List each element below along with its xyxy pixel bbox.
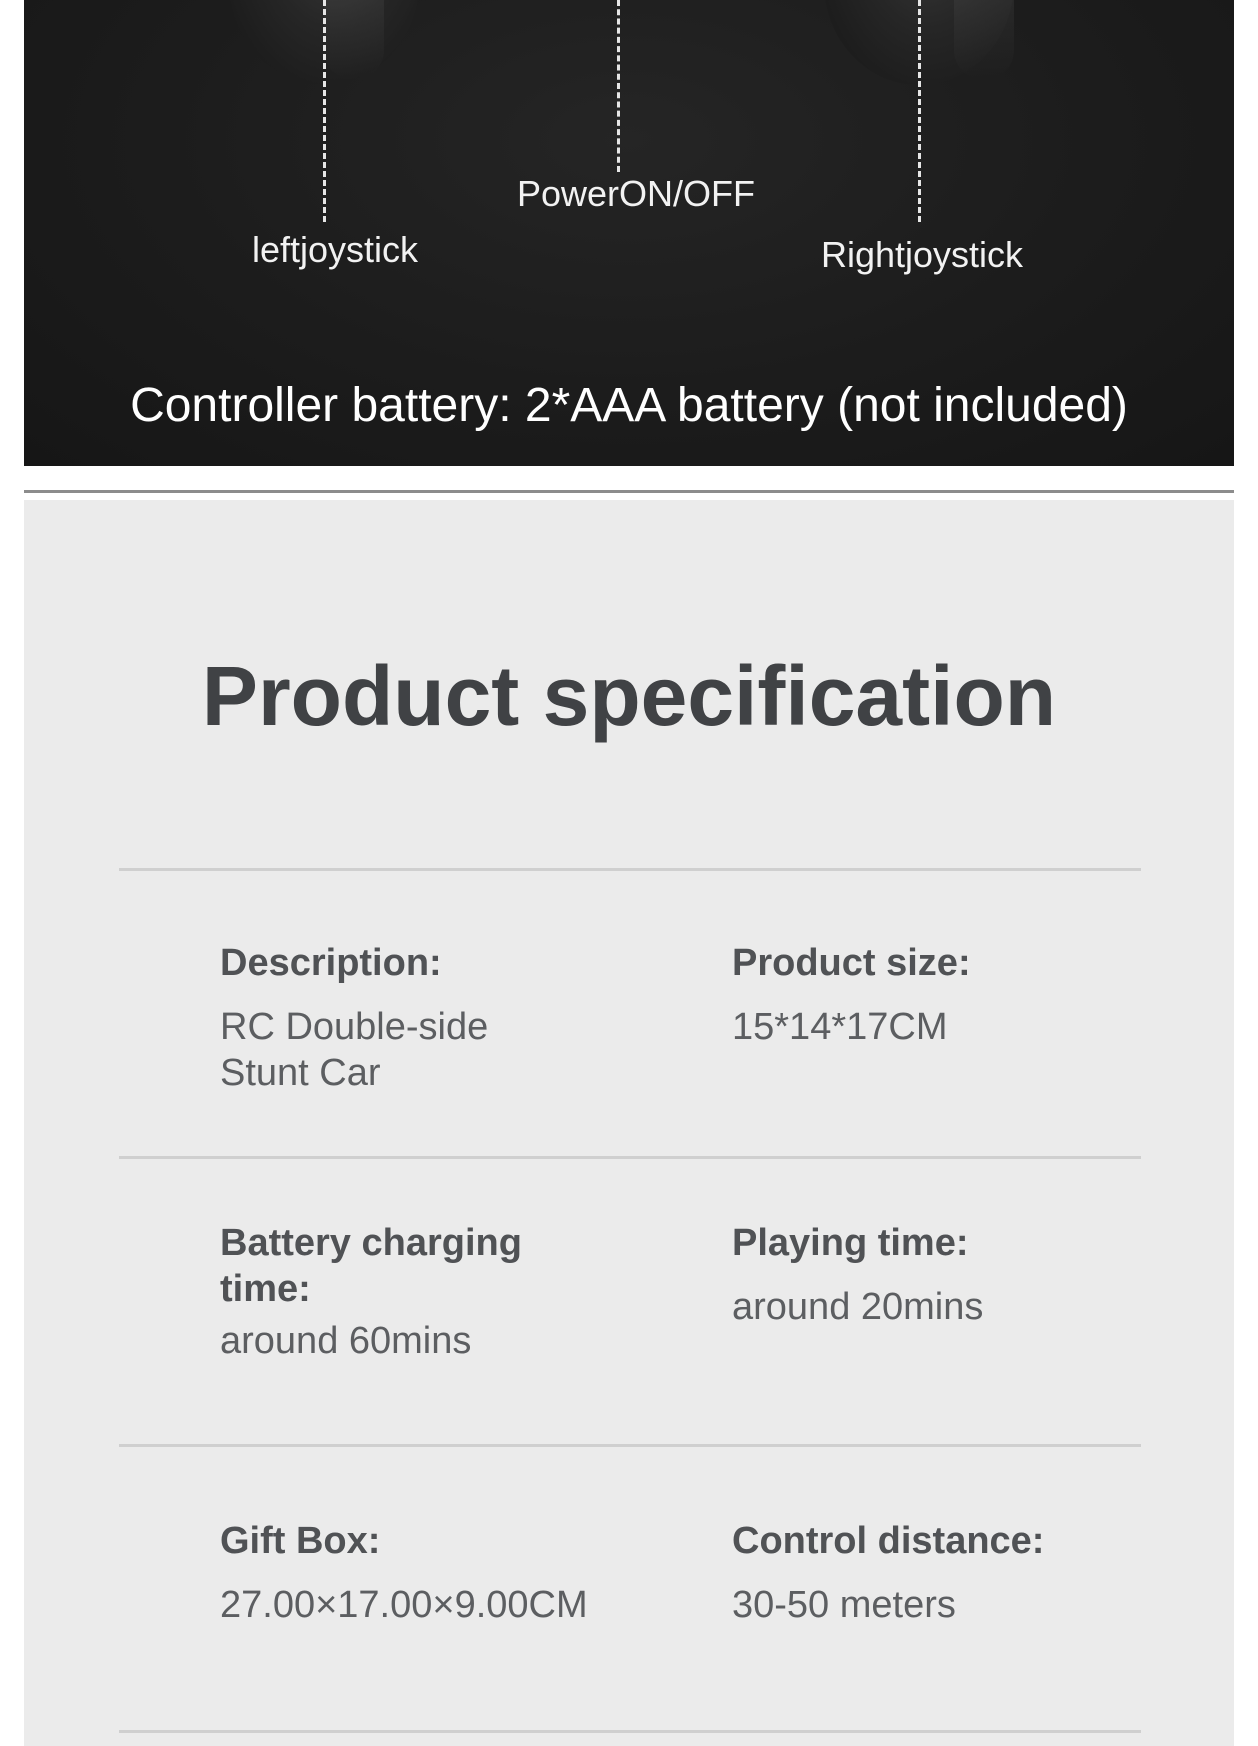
right-grip-highlight bbox=[954, 0, 1014, 80]
right-joystick-callout: Rightjoystick bbox=[820, 234, 1024, 275]
spec-label: Product size: bbox=[732, 942, 971, 984]
spec-title: Product specification bbox=[201, 649, 1057, 743]
spec-item-control-distance bbox=[732, 1518, 1152, 1628]
spec-value: around 60mins bbox=[220, 1320, 472, 1362]
product-specification-panel bbox=[24, 500, 1234, 1746]
controller-image-panel bbox=[24, 0, 1234, 466]
spec-label: Battery charging time: bbox=[220, 1222, 522, 1310]
spec-row-divider bbox=[119, 1156, 1141, 1159]
spec-value: RC Double-side Stunt Car bbox=[220, 1006, 489, 1094]
spec-item-gift-box bbox=[220, 1518, 640, 1628]
spec-item-battery-charging-time bbox=[220, 1220, 580, 1364]
spec-row-divider bbox=[119, 1730, 1141, 1733]
left-grip-highlight bbox=[324, 0, 384, 80]
spec-item-description bbox=[220, 940, 640, 1096]
spec-row-divider bbox=[119, 1444, 1141, 1447]
spec-item-product-size bbox=[732, 940, 1152, 1050]
power-callout: PowerON/OFF bbox=[516, 173, 756, 214]
controller-battery-note: Controller battery: 2*AAA battery (not included) bbox=[130, 379, 1128, 432]
spec-label: Description: bbox=[220, 942, 442, 984]
left-joystick-callout: leftjoystick bbox=[251, 229, 419, 270]
spec-value: 30-50 meters bbox=[732, 1584, 956, 1626]
section-divider bbox=[24, 490, 1234, 493]
left-joystick-leader-line bbox=[323, 0, 326, 222]
spec-value: around 20mins bbox=[732, 1286, 984, 1328]
spec-value: 15*14*17CM bbox=[732, 1006, 948, 1048]
spec-item-playing-time bbox=[732, 1220, 1152, 1330]
right-joystick-leader-line bbox=[918, 0, 921, 222]
spec-label: Control distance: bbox=[732, 1520, 1045, 1562]
spec-label: Gift Box: bbox=[220, 1520, 381, 1562]
spec-value: 27.00×17.00×9.00CM bbox=[220, 1584, 588, 1626]
power-leader-line bbox=[617, 0, 620, 172]
spec-label: Playing time: bbox=[732, 1222, 969, 1264]
spec-row-divider bbox=[119, 868, 1141, 871]
